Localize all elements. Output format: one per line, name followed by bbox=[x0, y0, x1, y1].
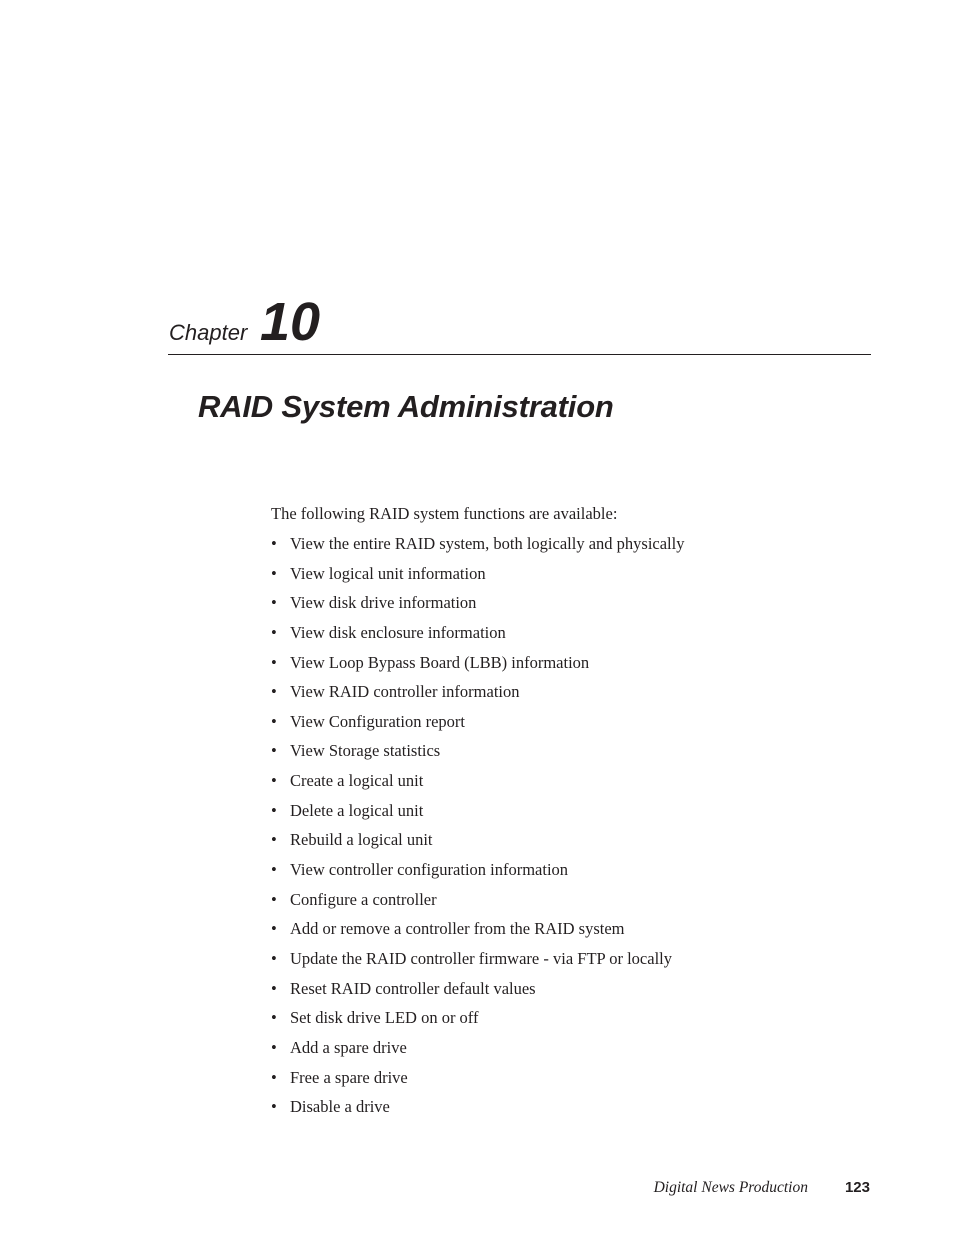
bullet: • bbox=[271, 800, 277, 820]
list-item bbox=[271, 652, 684, 682]
list-item bbox=[271, 918, 684, 948]
function-list bbox=[271, 533, 684, 1126]
list-item bbox=[271, 859, 684, 889]
list-item bbox=[271, 1037, 684, 1067]
list-item bbox=[271, 622, 684, 652]
bullet: • bbox=[271, 682, 277, 702]
bullet: • bbox=[271, 563, 277, 583]
list-item-text: View Loop Bypass Board (LBB) information bbox=[290, 652, 590, 672]
bullet: • bbox=[271, 919, 277, 939]
list-item-text: View the entire RAID system, both logically and physically bbox=[290, 534, 685, 553]
page-number: 123 bbox=[844, 1179, 870, 1196]
intro-paragraph: The following RAID system functions are available: bbox=[271, 504, 618, 523]
list-item-text: View logical unit information bbox=[290, 563, 486, 583]
footer-title: Digital News Production bbox=[653, 1179, 808, 1196]
list-item-text: View controller configuration information bbox=[290, 860, 569, 880]
chapter-title: RAID System Administration bbox=[198, 389, 614, 424]
list-item bbox=[271, 1096, 684, 1126]
list-item-text: Reset RAID controller default values bbox=[290, 978, 536, 998]
list-item bbox=[271, 533, 684, 563]
list-item-text: Disable a drive bbox=[290, 1097, 390, 1117]
list-item bbox=[271, 740, 684, 770]
list-item-text: View Storage statistics bbox=[290, 741, 441, 761]
bullet: • bbox=[271, 622, 277, 642]
list-item-text: Configure a controller bbox=[290, 889, 437, 909]
list-item bbox=[271, 770, 684, 800]
bullet: • bbox=[271, 771, 277, 791]
list-item bbox=[271, 681, 684, 711]
chapter-number: 10 bbox=[260, 292, 321, 352]
list-item bbox=[271, 889, 684, 919]
list-item bbox=[271, 948, 684, 978]
list-item-text: Set disk drive LED on or off bbox=[290, 1008, 479, 1028]
list-item-text: Update the RAID controller firmware - via FTP or locally bbox=[290, 948, 672, 968]
list-item-text: Free a spare drive bbox=[290, 1067, 408, 1087]
list-item-text: Delete a logical unit bbox=[290, 800, 424, 820]
chapter-label: Chapter bbox=[169, 320, 248, 345]
bullet: • bbox=[271, 948, 277, 968]
bullet: • bbox=[271, 593, 277, 613]
bullet: • bbox=[271, 1008, 277, 1028]
list-item-text: View disk drive information bbox=[290, 593, 477, 613]
list-item bbox=[271, 711, 684, 741]
list-item bbox=[271, 829, 684, 859]
bullet: • bbox=[271, 711, 277, 731]
list-item bbox=[271, 800, 684, 830]
list-item bbox=[271, 563, 684, 593]
list-item bbox=[271, 1007, 684, 1037]
bullet: • bbox=[271, 860, 277, 880]
bullet: • bbox=[271, 1067, 277, 1087]
list-item bbox=[271, 1067, 684, 1097]
chapter-divider bbox=[168, 354, 871, 355]
bullet: • bbox=[271, 978, 277, 998]
list-item-text: Create a logical unit bbox=[290, 771, 424, 791]
list-item-text: Add a spare drive bbox=[290, 1037, 407, 1057]
bullet: • bbox=[271, 1097, 277, 1117]
bullet: • bbox=[271, 534, 277, 553]
bullet: • bbox=[271, 741, 277, 761]
list-item-text: View Configuration report bbox=[290, 711, 465, 731]
list-item-text: View disk enclosure information bbox=[290, 622, 506, 642]
bullet: • bbox=[271, 1037, 277, 1057]
list-item bbox=[271, 592, 684, 622]
list-item-text: Add or remove a controller from the RAID system bbox=[290, 919, 625, 939]
bullet: • bbox=[271, 830, 277, 850]
page-footer bbox=[0, 1177, 954, 1199]
list-item-text: View RAID controller information bbox=[290, 682, 520, 702]
list-item-text: Rebuild a logical unit bbox=[290, 830, 433, 850]
list-item bbox=[271, 978, 684, 1008]
bullet: • bbox=[271, 889, 277, 909]
bullet: • bbox=[271, 652, 277, 672]
